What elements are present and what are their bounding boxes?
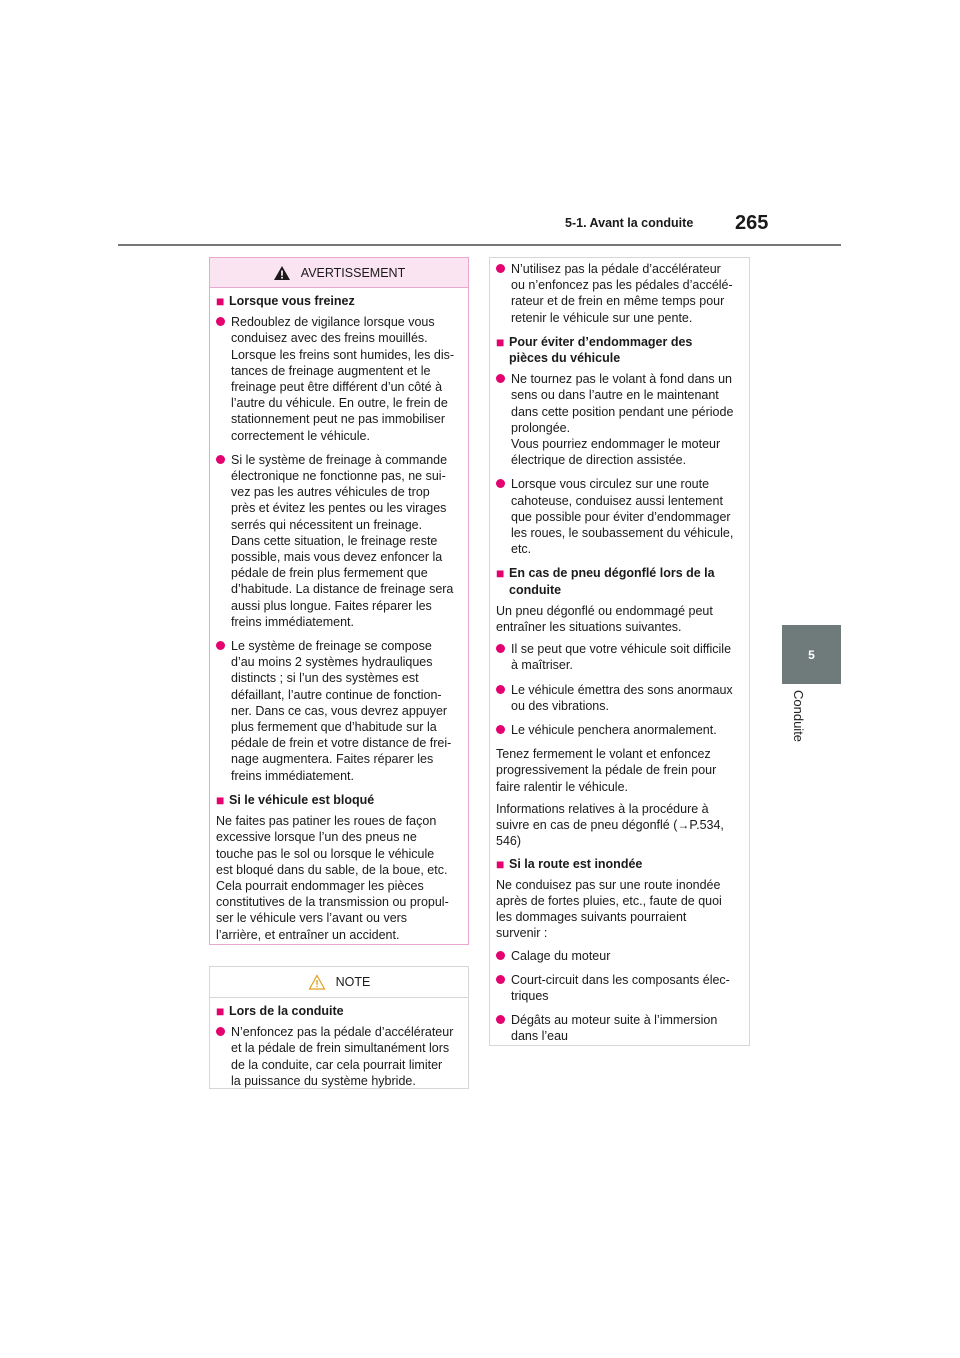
bullet-icon bbox=[216, 641, 225, 650]
section-heading: ■ En cas de pneu dégonflé lors de la conduite bbox=[496, 565, 715, 597]
list-item: N’utilisez pas la pédale d’accélérateur ou n’enfoncez pas les pédales d’accélé- rateur et de frein en même temps pour retenir le véhicule sur une pente. bbox=[496, 261, 743, 326]
bullet-icon bbox=[496, 1015, 505, 1024]
list-item: Le véhicule penchera anormalement. bbox=[496, 722, 743, 738]
square-bullet-icon: ■ bbox=[496, 565, 505, 582]
section-heading: ■ Lorsque vous freinez bbox=[216, 293, 355, 309]
bullet-icon bbox=[496, 264, 505, 273]
list-item: Si le système de freinage à commande électronique ne fonctionne pas, ne sui- vez pas les autres véhicules de trop près et évitez les pentes ou les virages serrés qui nécessitent un freinage. Dans cette situation, le freinage reste possible, mais vous devez enfoncer la pédale de frein plus fermement que d’habitude. La distance de freinage sera aussi plus longue. Faites réparer les freins immédiatement. bbox=[216, 452, 462, 630]
bullet-icon bbox=[496, 975, 505, 984]
page-number: 265 bbox=[735, 212, 769, 234]
note-title: NOTE bbox=[335, 975, 371, 989]
square-bullet-icon: ■ bbox=[216, 791, 225, 808]
note-box bbox=[209, 966, 469, 1089]
square-bullet-icon: ■ bbox=[216, 293, 225, 309]
paragraph: Ne faites pas patiner les roues de façon excessive lorsque l’un des pneus ne touche pas le sol ou lorsque le véhicule est bloqué dans du sable, de la boue, etc. Cela pourrait endommager les pièces constitutives de la transmission ou propul- ser le véhicule vers l’avant ou vers l’arrière, et entraîner un accident. bbox=[216, 814, 449, 942]
page-reference-link[interactable]: P.534, 546) bbox=[496, 818, 724, 849]
bullet-icon bbox=[496, 644, 505, 653]
list-item: Dégâts au moteur suite à l’immersion dans l’eau bbox=[496, 1012, 743, 1044]
section-heading: ■ Pour éviter d’endommager des pièces du véhicule bbox=[496, 333, 693, 366]
square-bullet-icon: ■ bbox=[496, 333, 505, 350]
bullet-icon bbox=[216, 317, 225, 326]
warning-box bbox=[209, 257, 469, 945]
list-item: Redoublez de vigilance lorsque vous conduisez avec des freins mouillés. Lorsque les freins sont humides, les dis- tances de freinage augmentent et le freinage peut être différent d’un côté à l’autre du véhicule. En outre, le frein de stationnement peut ne pas immobiliser correctement le véhicule. bbox=[216, 314, 462, 444]
section-title: 5-1. Avant la conduite bbox=[565, 216, 694, 230]
section-heading: ■ Si la route est inondée bbox=[496, 855, 643, 872]
caution-triangle-icon bbox=[308, 974, 326, 990]
list-item: Court-circuit dans les composants élec- triques bbox=[496, 972, 743, 1004]
bullet-icon bbox=[216, 1027, 225, 1036]
bullet-icon bbox=[496, 725, 505, 734]
paragraph: Ne conduisez pas sur une route inondée après de fortes pluies, etc., faute de quoi les dommages suivants pourraient survenir : bbox=[496, 877, 722, 941]
list-item: Le système de freinage se compose d’au moins 2 systèmes hydrauliques distincts ; si l’un des systèmes est défaillant, l’autre continue de fonction- ner. Dans ce cas, vous devrez appuyer plus fermement que d’habitude sur la pédale de frein et votre distance de frei- nage augmentera. Faites réparer les freins immédiatement. bbox=[216, 638, 462, 784]
list-item: Calage du moteur bbox=[496, 948, 743, 964]
bullet-icon bbox=[496, 685, 505, 694]
square-bullet-icon: ■ bbox=[216, 1003, 225, 1019]
page-reference-paragraph: Informations relatives à la procédure à suivre en cas de pneu dégonflé (→P.534, 546) bbox=[496, 801, 724, 849]
paragraph: Tenez fermement le volant et enfoncez progressivement la pédale de frein pour faire ralentir le véhicule. bbox=[496, 747, 717, 794]
warning-header bbox=[210, 258, 468, 288]
square-bullet-icon: ■ bbox=[496, 855, 505, 872]
paragraph: Un pneu dégonflé ou endommagé peut entraîner les situations suivantes. bbox=[496, 603, 713, 635]
list-item: N’enfoncez pas la pédale d’accélérateur et la pédale de frein simultanément lors de la conduite, car cela pourrait limiter la puissance du système hybride. bbox=[216, 1024, 462, 1089]
chapter-tab bbox=[782, 625, 841, 684]
bullet-icon bbox=[216, 455, 225, 464]
list-item: Le véhicule émettra des sons anormaux ou des vibrations. bbox=[496, 682, 743, 714]
header-divider bbox=[118, 244, 841, 246]
list-item: Ne tournez pas le volant à fond dans un sens ou dans l’autre en le maintenant dans cette position pendant une période prolongée. Vous pourriez endommager le moteur électrique de direction assistée. bbox=[496, 371, 743, 468]
warning-title: AVERTISSEMENT bbox=[300, 265, 406, 280]
note-header bbox=[210, 967, 468, 998]
list-item: Il se peut que votre véhicule soit difficile à maîtriser. bbox=[496, 641, 743, 673]
warning-continued-box bbox=[489, 257, 750, 1046]
bullet-icon bbox=[496, 479, 505, 488]
warning-triangle-icon bbox=[273, 265, 291, 281]
list-item: Lorsque vous circulez sur une route cahoteuse, conduisez aussi lentement que possible pour éviter d’endommager les roues, le soubassement du véhicule, etc. bbox=[496, 476, 743, 557]
section-heading: ■ Si le véhicule est bloqué bbox=[216, 791, 375, 808]
bullet-icon bbox=[496, 374, 505, 383]
chapter-number: 5 bbox=[808, 647, 815, 662]
chapter-label: Conduite bbox=[791, 690, 806, 743]
section-heading: ■ Lors de la conduite bbox=[216, 1003, 344, 1019]
arrow-right-icon: → bbox=[677, 818, 690, 833]
bullet-icon bbox=[496, 951, 505, 960]
